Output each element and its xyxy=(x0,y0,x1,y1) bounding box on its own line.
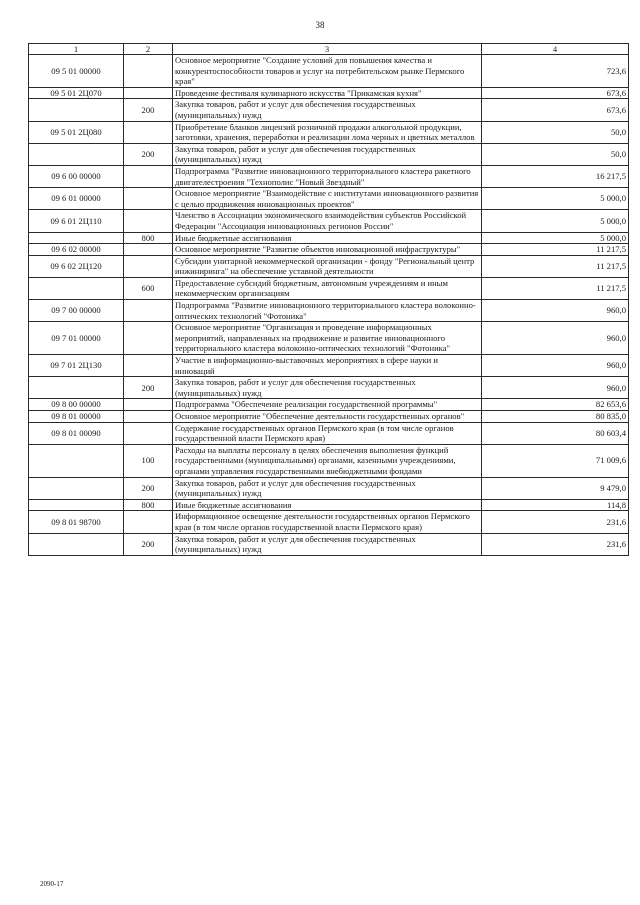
row-code: 09 6 02 00000 xyxy=(29,244,124,256)
table-row xyxy=(29,210,629,232)
row-code xyxy=(29,277,124,299)
row-amount: 80 603,4 xyxy=(482,422,629,444)
row-amount: 50,0 xyxy=(482,121,629,143)
row-amount: 960,0 xyxy=(482,377,629,399)
table-row xyxy=(29,121,629,143)
row-amount: 11 217,5 xyxy=(482,244,629,256)
row-code: 09 8 01 00090 xyxy=(29,422,124,444)
row-name: Приобретение бланков лицензий розничной продажи алкогольной продукции, заготовки, хранения, переработки и реализации лома черных и цветных металлов xyxy=(173,121,482,143)
budget-table xyxy=(28,43,629,556)
row-name: Участие в информационно-выставочных мероприятиях в сфере науки и инноваций xyxy=(173,355,482,377)
row-amount: 960,0 xyxy=(482,300,629,322)
header-col-2: 2 xyxy=(124,44,173,55)
row-expense-type xyxy=(124,399,173,411)
row-name: Содержание государственных органов Пермского края (в том числе органов государственной власти Пермского края) xyxy=(173,422,482,444)
row-code: 09 8 00 00000 xyxy=(29,399,124,411)
row-expense-type: 100 xyxy=(124,444,173,477)
row-expense-type: 200 xyxy=(124,477,173,499)
row-expense-type xyxy=(124,55,173,88)
table-row xyxy=(29,322,629,355)
header-col-1: 1 xyxy=(29,44,124,55)
row-code: 09 5 01 00000 xyxy=(29,55,124,88)
row-amount: 50,0 xyxy=(482,143,629,165)
table-row xyxy=(29,244,629,256)
table-row xyxy=(29,300,629,322)
table-row xyxy=(29,99,629,121)
page-number: 38 xyxy=(315,20,325,30)
table-row xyxy=(29,422,629,444)
row-name: Закупка товаров, работ и услуг для обеспечения государственных (муниципальных) нужд xyxy=(173,477,482,499)
row-name: Иные бюджетные ассигнования xyxy=(173,232,482,244)
table-row xyxy=(29,411,629,423)
row-amount: 114,8 xyxy=(482,499,629,511)
table-row xyxy=(29,255,629,277)
row-name: Основное мероприятие "Обеспечение деятельности государственных органов" xyxy=(173,411,482,423)
table-header-row xyxy=(29,44,629,55)
row-name: Субсидии унитарной некоммерческой организации - фонду "Региональный центр инжиниринга" на обеспечение уставной деятельности xyxy=(173,255,482,277)
row-expense-type xyxy=(124,121,173,143)
row-amount: 16 217,5 xyxy=(482,165,629,187)
table-row xyxy=(29,533,629,555)
row-code xyxy=(29,499,124,511)
row-expense-type: 800 xyxy=(124,232,173,244)
row-name: Основное мероприятие "Создание условий для повышения качества и конкурентоспособности товаров и услуг на потребительском рынке Пермского края" xyxy=(173,55,482,88)
budget-table-body xyxy=(29,44,629,556)
row-amount: 673,6 xyxy=(482,99,629,121)
row-name: Проведение фестиваля кулинарного искусства "Прикамская кухня" xyxy=(173,87,482,99)
row-code xyxy=(29,444,124,477)
row-code: 09 5 01 2Ц070 xyxy=(29,87,124,99)
table-row xyxy=(29,355,629,377)
table-row xyxy=(29,277,629,299)
row-amount: 80 835,0 xyxy=(482,411,629,423)
row-code: 09 7 00 00000 xyxy=(29,300,124,322)
row-name: Закупка товаров, работ и услуг для обеспечения государственных (муниципальных) нужд xyxy=(173,99,482,121)
row-expense-type: 200 xyxy=(124,377,173,399)
row-code: 09 6 01 00000 xyxy=(29,188,124,210)
row-amount: 960,0 xyxy=(482,322,629,355)
row-code xyxy=(29,232,124,244)
row-expense-type: 800 xyxy=(124,499,173,511)
row-name: Расходы на выплаты персоналу в целях обеспечения выполнения функций государственными (муниципальными) органами, казенными учреждениями, органами управления государственными внебюджетными фондами xyxy=(173,444,482,477)
row-name: Иные бюджетные ассигнования xyxy=(173,499,482,511)
row-expense-type xyxy=(124,300,173,322)
row-expense-type: 200 xyxy=(124,533,173,555)
table-row xyxy=(29,143,629,165)
table-row xyxy=(29,55,629,88)
row-amount: 71 009,6 xyxy=(482,444,629,477)
row-amount: 231,6 xyxy=(482,511,629,533)
row-expense-type xyxy=(124,188,173,210)
header-col-3: 3 xyxy=(173,44,482,55)
row-expense-type xyxy=(124,210,173,232)
row-name: Подпрограмма "Развитие инновационного территориального кластера волоконно-оптических технологий "Фотоника" xyxy=(173,300,482,322)
table-row xyxy=(29,511,629,533)
row-amount: 11 217,5 xyxy=(482,255,629,277)
row-name: Закупка товаров, работ и услуг для обеспечения государственных (муниципальных) нужд xyxy=(173,377,482,399)
row-expense-type xyxy=(124,422,173,444)
row-expense-type xyxy=(124,411,173,423)
row-amount: 673,6 xyxy=(482,87,629,99)
row-name: Закупка товаров, работ и услуг для обеспечения государственных (муниципальных) нужд xyxy=(173,143,482,165)
row-name: Членство в Ассоциации экономического взаимодействия субъектов Российской Федерации "Ассоциация инновационных регионов России" xyxy=(173,210,482,232)
row-name: Информационное освещение деятельности государственных органов Пермского края (в том числе органов государственной власти Пермского края) xyxy=(173,511,482,533)
table-row xyxy=(29,165,629,187)
row-code xyxy=(29,477,124,499)
row-expense-type xyxy=(124,355,173,377)
row-expense-type xyxy=(124,244,173,256)
row-amount: 723,6 xyxy=(482,55,629,88)
row-expense-type xyxy=(124,511,173,533)
row-expense-type xyxy=(124,255,173,277)
row-name: Подпрограмма "Развитие инновационного территориального кластера ракетного двигателестроения "Технополис "Новый Звездный" xyxy=(173,165,482,187)
header-col-4: 4 xyxy=(482,44,629,55)
table-row xyxy=(29,377,629,399)
row-name: Подпрограмма "Обеспечение реализации государственной программы" xyxy=(173,399,482,411)
row-expense-type: 200 xyxy=(124,143,173,165)
table-row xyxy=(29,499,629,511)
row-code: 09 6 00 00000 xyxy=(29,165,124,187)
row-expense-type: 200 xyxy=(124,99,173,121)
table-row xyxy=(29,444,629,477)
row-expense-type: 600 xyxy=(124,277,173,299)
row-amount: 9 479,0 xyxy=(482,477,629,499)
row-name: Основное мероприятие "Организация и проведение информационных мероприятий, направленных на продвижение и развитие инновационного территориального кластера волоконно-оптических технологий "Фотоника" xyxy=(173,322,482,355)
row-amount: 11 217,5 xyxy=(482,277,629,299)
row-expense-type xyxy=(124,87,173,99)
row-code: 09 6 02 2Ц120 xyxy=(29,255,124,277)
row-amount: 5 000,0 xyxy=(482,188,629,210)
row-name: Закупка товаров, работ и услуг для обеспечения государственных (муниципальных) нужд xyxy=(173,533,482,555)
table-row xyxy=(29,87,629,99)
row-code: 09 6 01 2Ц110 xyxy=(29,210,124,232)
row-code xyxy=(29,377,124,399)
row-amount: 82 653,6 xyxy=(482,399,629,411)
table-row xyxy=(29,399,629,411)
row-code: 09 5 01 2Ц080 xyxy=(29,121,124,143)
row-expense-type xyxy=(124,165,173,187)
row-code: 09 7 01 00000 xyxy=(29,322,124,355)
table-row xyxy=(29,232,629,244)
row-name: Основное мероприятие "Взаимодействие с институтами инновационного развития с целью продвижения инновационных проектов" xyxy=(173,188,482,210)
row-code: 09 7 01 2Ц130 xyxy=(29,355,124,377)
table-row xyxy=(29,188,629,210)
row-name: Предоставление субсидий бюджетным, автономным учреждениям и иным некоммерческим организациям xyxy=(173,277,482,299)
row-expense-type xyxy=(124,322,173,355)
row-amount: 5 000,0 xyxy=(482,232,629,244)
row-amount: 5 000,0 xyxy=(482,210,629,232)
row-code xyxy=(29,99,124,121)
row-name: Основное мероприятие "Развитие объектов инновационной инфраструктуры" xyxy=(173,244,482,256)
row-code: 09 8 01 98700 xyxy=(29,511,124,533)
row-amount: 960,0 xyxy=(482,355,629,377)
footer-document-code: 2090-17 xyxy=(40,880,64,888)
row-code xyxy=(29,143,124,165)
table-row xyxy=(29,477,629,499)
row-amount: 231,6 xyxy=(482,533,629,555)
row-code xyxy=(29,533,124,555)
row-code: 09 8 01 00000 xyxy=(29,411,124,423)
